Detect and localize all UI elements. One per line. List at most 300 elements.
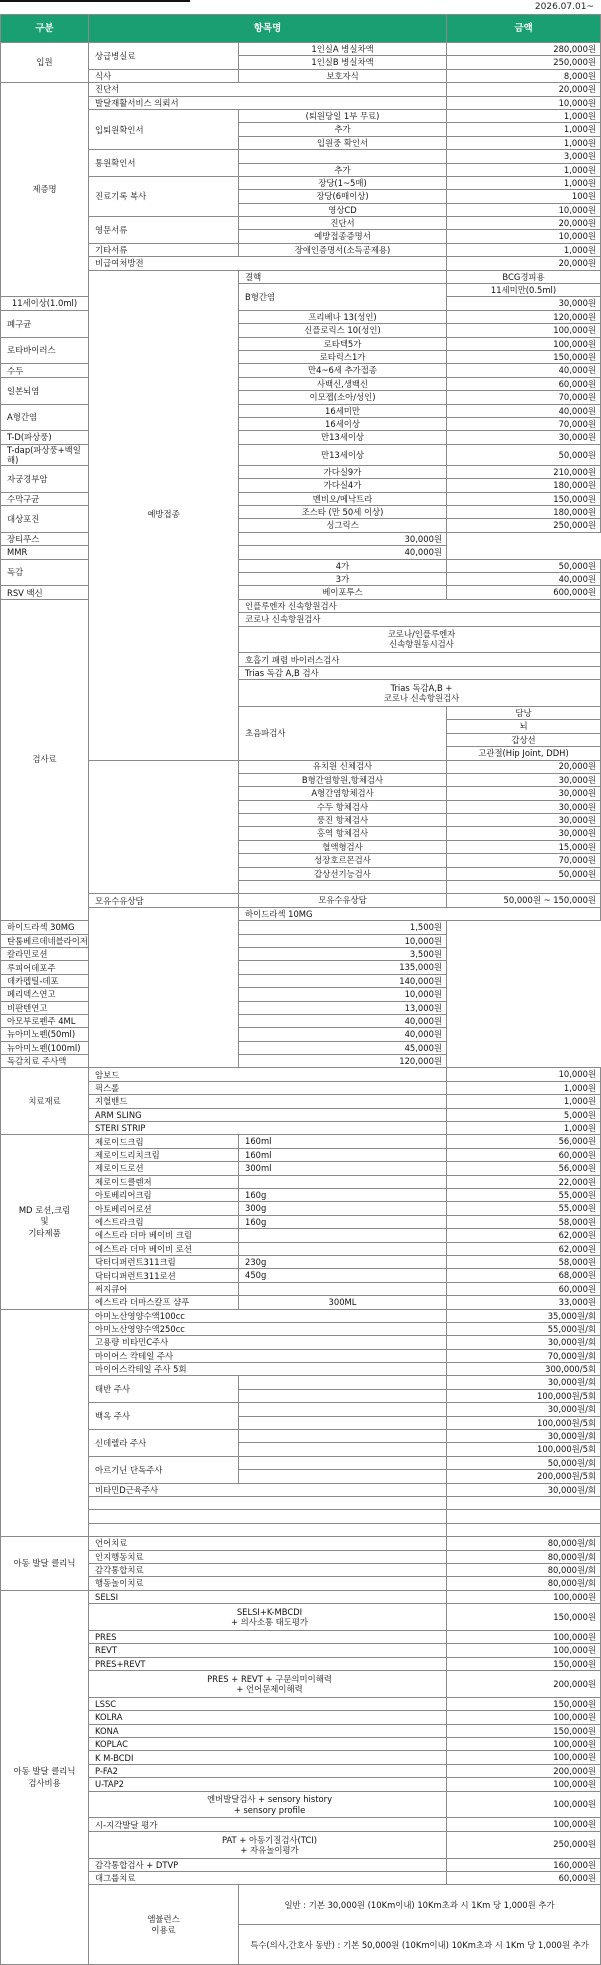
- item-name-cell: 수두: [1, 364, 89, 377]
- table-row: [1, 243, 601, 256]
- item-name-cell: 엔버발달검사 + sensory history + sensory profile: [89, 1791, 447, 1818]
- item-detail-cell: 1인실A 병실차액: [239, 43, 447, 56]
- item-name-cell: 인플루엔자 신속항원검사: [239, 599, 601, 612]
- table-row: [1, 1510, 601, 1523]
- item-name-cell: PRES+REVT: [89, 1657, 447, 1670]
- amount-cell: 40,000원: [447, 364, 601, 377]
- item-name-cell: 코로나/인플루엔자 신속항원동시검사: [239, 626, 601, 653]
- table-row: [1, 532, 601, 545]
- amount-cell: 50,000원 ~ 150,000원: [447, 894, 601, 907]
- amount-cell: 68,000원: [447, 1269, 601, 1282]
- amount-cell: 10,000원: [239, 988, 447, 1001]
- item-name-cell: MMR: [1, 546, 239, 559]
- amount-cell: 1,000원: [447, 176, 601, 189]
- ambulance-general-text: 일반 : 기본 30,000원 (10Km이내) 10Km초과 시 1Km 당 1,000원 추가: [239, 1885, 601, 1925]
- item-detail-cell: [239, 1403, 447, 1416]
- item-detail-cell: 160g: [239, 1189, 447, 1202]
- table-row: [1, 1135, 601, 1148]
- table-row: [1, 760, 601, 773]
- table-row: [1, 43, 601, 56]
- table-row: [1, 83, 601, 96]
- amount-cell: 100,000원: [447, 324, 601, 337]
- item-name-cell: KONA: [89, 1724, 447, 1737]
- item-detail-cell: 추가: [239, 163, 447, 176]
- table-row: [1, 1189, 601, 1202]
- item-detail-cell: 가다실9가: [239, 465, 447, 478]
- amount-cell: 100,000원: [447, 1818, 601, 1831]
- table-row: [1, 1242, 601, 1255]
- amount-cell: 100,000원: [447, 337, 601, 350]
- item-detail-cell: 1인실B 병실차액: [239, 56, 447, 69]
- table-row: [1, 1751, 601, 1764]
- table-row: [1, 1162, 601, 1175]
- item-detail-cell: [239, 1443, 447, 1456]
- amount-cell: 1,500원: [239, 921, 447, 934]
- item-name-cell: 폐구균: [1, 310, 89, 337]
- item-detail-cell: 11세이상(1.0ml): [1, 297, 89, 310]
- item-detail-cell: 만13세이상: [239, 444, 447, 465]
- item-name-cell: 장티푸스: [1, 532, 239, 545]
- table-row: [1, 1831, 601, 1858]
- table-row: [1, 1657, 601, 1670]
- item-name-cell: 에스트라 더마스칼프 샴푸: [89, 1296, 239, 1309]
- table-row: [1, 1764, 601, 1777]
- item-name-cell: 인지행동치료: [89, 1550, 447, 1563]
- amount-cell: 150,000원: [447, 1604, 601, 1631]
- amount-cell: 30,000원: [447, 800, 601, 813]
- table-row: [1, 546, 601, 559]
- amount-cell: 1,000원: [447, 243, 601, 256]
- item-name-cell: P-FA2: [89, 1764, 447, 1777]
- item-name-cell: SELSI: [89, 1590, 447, 1603]
- item-detail-cell: 230g: [239, 1255, 447, 1268]
- item-detail-cell: 300ml: [239, 1162, 447, 1175]
- item-detail-cell: 담낭: [447, 706, 601, 719]
- amount-cell: 1,000원: [447, 1081, 601, 1094]
- item-name-cell: 마이어스칵테일 주사 5회: [89, 1363, 447, 1376]
- item-name-cell: [89, 1510, 447, 1523]
- item-name-cell: 아토베리어로션: [89, 1202, 239, 1215]
- item-name-cell: SELSI+K-MBCDI + 의사소통 태도평가: [89, 1604, 447, 1631]
- item-name-cell: 영문서류: [89, 217, 239, 244]
- amount-cell: 100,000원: [447, 1630, 601, 1643]
- item-detail-cell: 450g: [239, 1269, 447, 1282]
- amount-cell: 60,000원: [447, 1148, 601, 1161]
- item-name-cell: [89, 760, 239, 894]
- item-name-cell: 코로나 신속항원검사: [239, 613, 601, 626]
- item-detail-cell: 진단서: [239, 217, 447, 230]
- amount-cell: 70,000원: [447, 417, 601, 430]
- amount-cell: 58,000원: [447, 1215, 601, 1228]
- item-name-cell: 식사: [89, 69, 239, 82]
- amount-cell: 10,000원: [447, 1068, 601, 1081]
- table-row: [1, 1563, 601, 1576]
- amount-cell: 30,000원/회: [447, 1376, 601, 1389]
- amount-cell: 62,000원: [447, 1229, 601, 1242]
- amount-cell: 100,000원: [447, 1751, 601, 1764]
- table-row: [1, 176, 601, 189]
- ambulance-row: [1, 1885, 601, 1925]
- item-name-cell: 진료기록 복사: [89, 176, 239, 216]
- item-name-cell: 태반 주사: [89, 1376, 239, 1403]
- category-cell: 치료재료: [1, 1068, 89, 1135]
- item-detail-cell: BCG경피용: [447, 270, 601, 283]
- item-name-cell: 아모부로펜주 4ML: [1, 1014, 239, 1027]
- amount-cell: 250,000원: [447, 519, 601, 532]
- amount-cell: 1,000원: [447, 136, 601, 149]
- amount-cell: 35,000원/회: [447, 1309, 601, 1322]
- item-name-cell: 독감치료 주사액: [1, 1055, 239, 1068]
- amount-cell: 100,000원: [447, 1711, 601, 1724]
- amount-cell: 3,000원: [447, 150, 601, 163]
- table-row: [1, 1496, 601, 1509]
- amount-cell: 20,000원: [447, 83, 601, 96]
- amount-cell: 250,000원: [447, 56, 601, 69]
- item-name-cell: A형간염: [1, 404, 89, 431]
- item-detail-cell: [239, 1376, 447, 1389]
- item-name-cell: 수막구균: [1, 492, 89, 505]
- category-cell: [1, 1309, 89, 1537]
- item-name-cell: 고용량 비타민C주사: [89, 1336, 447, 1349]
- item-name-cell: 뉴아미노펜(100ml): [1, 1041, 239, 1054]
- item-name-cell: 감각통합치료: [89, 1563, 447, 1576]
- item-name-cell: 하이드라섹 30MG: [1, 921, 239, 934]
- amount-cell: 300,000/5회: [447, 1363, 601, 1376]
- amount-cell: 120,000원: [447, 310, 601, 323]
- item-name-cell: 입퇴원확인서: [89, 109, 239, 149]
- price-table-body: [1, 43, 601, 1965]
- table-row: [1, 1523, 601, 1536]
- category-cell: MD 로션,크림 및 기타제품: [1, 1135, 89, 1309]
- item-detail-cell: 160g: [239, 1215, 447, 1228]
- item-name-cell: 비타민D근육주사: [89, 1483, 447, 1496]
- amount-cell: 20,000원: [447, 760, 601, 773]
- item-name-cell: 로타바이러스: [1, 337, 89, 364]
- table-row: [1, 1202, 601, 1215]
- item-name-cell: 독감: [1, 559, 89, 586]
- category-cell: 예방접종: [89, 270, 239, 760]
- item-detail-cell: 보호자식: [239, 69, 447, 82]
- item-name-cell: 제로이드리치크림: [89, 1148, 239, 1161]
- item-detail-cell: 혈액형검사: [239, 840, 447, 853]
- item-detail-cell: 프리베나 13(성인): [239, 310, 447, 323]
- table-row: [1, 96, 601, 109]
- item-name-cell: 칼라민로션: [1, 947, 239, 960]
- amount-cell: 33,000원: [447, 1296, 601, 1309]
- item-name-cell: 비급여처방전: [89, 257, 447, 270]
- item-name-cell: PRES: [89, 1630, 447, 1643]
- amount-cell: 15,000원: [447, 840, 601, 853]
- item-detail-cell: 싱그릭스: [239, 519, 447, 532]
- table-row: [1, 109, 601, 122]
- item-detail-cell: [239, 1430, 447, 1443]
- table-row: [1, 1309, 601, 1322]
- amount-cell: 150,000원: [447, 1657, 601, 1670]
- amount-cell: 30,000원/회: [447, 1336, 601, 1349]
- amount-cell: 50,000원: [447, 444, 601, 465]
- item-name-cell: 하이드라섹 10MG: [239, 907, 601, 920]
- item-detail-cell: [239, 1456, 447, 1469]
- table-row: [1, 1055, 601, 1068]
- item-detail-cell: 입원중 확인서: [239, 136, 447, 149]
- item-name-cell: 자궁경부암: [1, 465, 89, 492]
- item-name-cell: 진단서: [89, 83, 447, 96]
- amount-cell: 13,000원: [239, 1001, 447, 1014]
- amount-cell: 100,000원/5회: [447, 1416, 601, 1429]
- amount-cell: 200,000원: [447, 1671, 601, 1698]
- table-row: [1, 1014, 601, 1027]
- amount-cell: [447, 1523, 601, 1536]
- top-rule: [0, 0, 190, 2]
- table-row: [1, 1711, 601, 1724]
- item-name-cell: 결핵: [239, 270, 447, 283]
- item-name-cell: 발달재활서비스 의뢰서: [89, 96, 447, 109]
- ambulance-special-text: 특수(의사,간호사 동반) : 기본 50,000원 (10Km이내) 10Km초과 시 1Km 당 1,000원 추가: [239, 1925, 601, 1965]
- item-name-cell: 신데렐라 주사: [89, 1430, 239, 1457]
- item-detail-cell: 만13세이상: [239, 431, 447, 444]
- amount-cell: 100,000원/5회: [447, 1443, 601, 1456]
- amount-cell: 100,000원: [447, 1778, 601, 1791]
- table-row: [1, 1349, 601, 1362]
- amount-cell: 30,000원: [447, 297, 601, 310]
- item-name-cell: 시-지각발달 평가: [89, 1818, 447, 1831]
- amount-cell: 60,000원: [447, 377, 601, 390]
- item-detail-cell: [239, 1175, 447, 1188]
- amount-cell: 30,000원/회: [447, 1483, 601, 1496]
- item-name-cell: 암보드: [89, 1068, 447, 1081]
- amount-cell: 40,000원: [239, 1014, 447, 1027]
- amount-cell: 40,000원: [239, 1028, 447, 1041]
- item-detail-cell: 뇌: [447, 720, 601, 733]
- category-cell: 앰뷸런스 이용료: [89, 1885, 239, 1965]
- amount-cell: 1,000원: [447, 109, 601, 122]
- table-row: [1, 1215, 601, 1228]
- item-detail-cell: 장당(6매이상): [239, 190, 447, 203]
- table-row: [1, 1483, 601, 1496]
- item-name-cell: 지혈밴드: [89, 1095, 447, 1108]
- amount-cell: [447, 1510, 601, 1523]
- amount-cell: 50,000원: [447, 867, 601, 880]
- header-category: 구분: [1, 15, 89, 43]
- table-row: [1, 1229, 601, 1242]
- amount-cell: 100,000원: [447, 1590, 601, 1603]
- item-detail-cell: 160ml: [239, 1135, 447, 1148]
- item-detail-cell: 신플로릭스 10(성인): [239, 324, 447, 337]
- item-detail-cell: 베이포투스: [239, 586, 447, 599]
- table-row: [1, 1269, 601, 1282]
- item-name-cell: 아미노산영양수액250cc: [89, 1322, 447, 1335]
- table-row: [1, 1175, 601, 1188]
- amount-cell: 150,000원: [447, 350, 601, 363]
- amount-cell: 30,000원: [239, 532, 447, 545]
- amount-cell: 1,000원: [447, 163, 601, 176]
- table-row: [1, 1255, 601, 1268]
- item-detail-cell: 갑상선기능검사: [239, 867, 447, 880]
- amount-cell: 150,000원: [447, 1697, 601, 1710]
- amount-cell: 70,000원: [447, 391, 601, 404]
- amount-cell: 30,000원/회: [447, 1403, 601, 1416]
- item-name-cell: 닥터디퍼런트311크림: [89, 1255, 239, 1268]
- item-name-cell: REVT: [89, 1644, 447, 1657]
- table-row: [1, 1818, 601, 1831]
- item-detail-cell: 수두 항체검사: [239, 800, 447, 813]
- table-row: [1, 961, 601, 974]
- item-detail-cell: [239, 1282, 447, 1295]
- item-name-cell: 감각통합검사 + DTVP: [89, 1858, 447, 1871]
- amount-cell: 80,000원/회: [447, 1563, 601, 1576]
- item-detail-cell: 16세이상: [239, 417, 447, 430]
- amount-cell: 80,000원/회: [447, 1550, 601, 1563]
- table-row: [1, 1322, 601, 1335]
- category-cell: 제증명: [1, 83, 89, 297]
- amount-cell: 30,000원: [447, 787, 601, 800]
- amount-cell: 20,000원: [447, 217, 601, 230]
- amount-cell: 5,000원: [447, 1108, 601, 1121]
- table-row: [1, 1095, 601, 1108]
- table-row: [1, 270, 601, 283]
- item-detail-cell: 3가: [239, 573, 447, 586]
- header-amount: 금액: [447, 15, 601, 43]
- item-name-cell: 픽스롤: [89, 1081, 447, 1094]
- item-detail-cell: [239, 1389, 447, 1402]
- item-name-cell: T-dap(파상풍+백일해): [1, 444, 89, 465]
- item-detail-cell: [239, 1229, 447, 1242]
- item-detail-cell: 조스타 (만 50세 이상): [239, 506, 447, 519]
- item-name-cell: T-D(파상풍): [1, 431, 89, 444]
- amount-cell: 160,000원: [447, 1858, 601, 1871]
- effective-date: 2026.07.01~: [534, 2, 594, 12]
- item-name-cell: KOPLAC: [89, 1738, 447, 1751]
- item-name-cell: 대그룹치료: [89, 1871, 447, 1884]
- table-row: [1, 1550, 601, 1563]
- item-detail-cell: A형간염항체검사: [239, 787, 447, 800]
- amount-cell: 1,000원: [447, 1122, 601, 1135]
- table-row: [1, 1041, 601, 1054]
- item-name-cell: U-TAP2: [89, 1778, 447, 1791]
- item-name-cell: 뉴아미노펜(50ml): [1, 1028, 239, 1041]
- item-name-cell: KOLRA: [89, 1711, 447, 1724]
- item-detail-cell: 모유수유상담: [239, 894, 447, 907]
- table-row: [1, 1724, 601, 1737]
- table-row: [1, 1336, 601, 1349]
- item-name-cell: 대상포진: [1, 506, 89, 533]
- table-row: [1, 1363, 601, 1376]
- amount-cell: 150,000원: [447, 1724, 601, 1737]
- amount-cell: 80,000원/회: [447, 1537, 601, 1550]
- table-row: [1, 1590, 601, 1603]
- item-detail-cell: 가다실4가: [239, 479, 447, 492]
- amount-cell: 140,000원: [239, 974, 447, 987]
- item-name-cell: 백옥 주사: [89, 1403, 239, 1430]
- item-name-cell: PAT + 아동기질검사(TCI) + 자유놀이평가: [89, 1831, 447, 1858]
- item-name-cell: LSSC: [89, 1697, 447, 1710]
- table-row: [1, 1282, 601, 1295]
- amount-cell: 70,000원/회: [447, 1349, 601, 1362]
- table-row: [1, 907, 601, 920]
- item-name-cell: 행동놀이치료: [89, 1577, 447, 1590]
- item-detail-cell: 사백신,생백신: [239, 377, 447, 390]
- item-name-cell: 탄툼베르데네블라이저: [1, 934, 239, 947]
- item-name-cell: 마이어스 칵테일 주사: [89, 1349, 447, 1362]
- amount-cell: 30,000원: [447, 814, 601, 827]
- amount-cell: 10,000원: [447, 96, 601, 109]
- item-name-cell: Trias 독감 A,B 검사: [239, 666, 601, 679]
- amount-cell: 60,000원: [447, 1871, 601, 1884]
- table-header-row: [1, 15, 601, 43]
- item-detail-cell: [239, 1416, 447, 1429]
- amount-cell: 45,000원: [239, 1041, 447, 1054]
- table-row: [1, 1577, 601, 1590]
- amount-cell: 30,000원: [447, 773, 601, 786]
- item-name-cell: ARM SLING: [89, 1108, 447, 1121]
- item-name-cell: 에스트라 더마 베이비 크림: [89, 1229, 239, 1242]
- item-name-cell: 기타서류: [89, 243, 239, 256]
- item-detail-cell: [239, 881, 447, 894]
- amount-cell: 40,000원: [447, 573, 601, 586]
- table-row: [1, 1001, 601, 1014]
- table-row: [1, 1108, 601, 1121]
- item-name-cell: 제로이드크림: [89, 1135, 239, 1148]
- table-row: [1, 150, 601, 163]
- table-row: [1, 69, 601, 82]
- item-name-cell: 비판텐연고: [1, 1001, 239, 1014]
- table-row: [1, 1296, 601, 1309]
- item-detail-cell: [239, 1242, 447, 1255]
- amount-cell: 55,000원: [447, 1202, 601, 1215]
- table-row: [1, 1671, 601, 1698]
- item-detail-cell: (퇴원당일 1부 무료): [239, 109, 447, 122]
- item-name-cell: Trias 독감A,B + 코로나 신속항원검사: [239, 680, 601, 707]
- item-detail-cell: 160ml: [239, 1148, 447, 1161]
- table-row: [1, 1537, 601, 1550]
- amount-cell: 200,000원: [447, 1764, 601, 1777]
- amount-cell: 100,000원: [447, 1738, 601, 1751]
- item-detail-cell: 추가: [239, 123, 447, 136]
- amount-cell: 180,000원: [447, 506, 601, 519]
- item-name-cell: 언어치료: [89, 1537, 447, 1550]
- amount-cell: 100,000원: [447, 1644, 601, 1657]
- item-detail-cell: 11세미만(0.5ml): [447, 284, 601, 297]
- amount-cell: 1,000원: [447, 1095, 601, 1108]
- item-detail-cell: 300ML: [239, 1296, 447, 1309]
- table-row: [1, 1778, 601, 1791]
- amount-cell: 100,000원/5회: [447, 1389, 601, 1402]
- table-row: [1, 1644, 601, 1657]
- table-row: [1, 1403, 601, 1416]
- table-row: [1, 947, 601, 960]
- category-cell: 아동 발달 클리닉 검사비용: [1, 1590, 89, 1965]
- amount-cell: 120,000원: [239, 1055, 447, 1068]
- table-row: [1, 1028, 601, 1041]
- amount-cell: 56,000원: [447, 1162, 601, 1175]
- amount-cell: 3,500원: [239, 947, 447, 960]
- amount-cell: 100,000원: [447, 1791, 601, 1818]
- amount-cell: 180,000원: [447, 479, 601, 492]
- amount-cell: 20,000원: [447, 257, 601, 270]
- amount-cell: 60,000원: [447, 1282, 601, 1295]
- amount-cell: 62,000원: [447, 1242, 601, 1255]
- item-detail-cell: 유치원 신체검사: [239, 760, 447, 773]
- item-name-cell: 에스트라 더마 베이비 로션: [89, 1242, 239, 1255]
- amount-cell: 56,000원: [447, 1135, 601, 1148]
- item-detail-cell: 예방접종증명서: [239, 230, 447, 243]
- amount-cell: 55,000원/회: [447, 1322, 601, 1335]
- item-detail-cell: 고관절(Hip Joint, DDH): [447, 747, 601, 760]
- table-row: [1, 1697, 601, 1710]
- table-row: [1, 1430, 601, 1443]
- amount-cell: 80,000원/회: [447, 1577, 601, 1590]
- item-name-cell: RSV 백신: [1, 586, 89, 599]
